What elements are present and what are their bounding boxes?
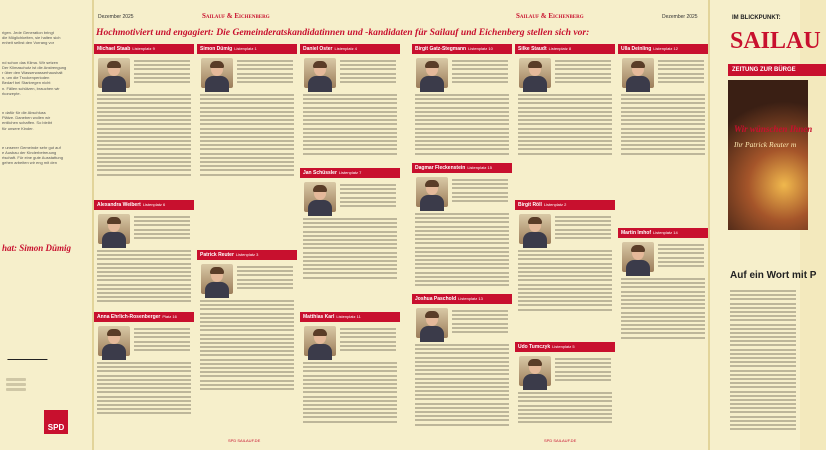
candidate-photo bbox=[622, 242, 654, 272]
candidate-card bbox=[412, 44, 512, 164]
candidate-bio-text bbox=[134, 60, 190, 85]
candidate-list-position: Platz 16 bbox=[162, 314, 177, 319]
candidate-statement-text bbox=[415, 213, 509, 288]
candidate-list-position: Listenplatz 9 bbox=[132, 46, 155, 51]
candidate-bio-text bbox=[555, 216, 611, 241]
candidate-card bbox=[300, 168, 400, 288]
candidate-bio-text bbox=[658, 244, 704, 269]
candidate-name: Joshua Paschold bbox=[415, 296, 457, 302]
date-right: Dezember 2025 bbox=[662, 14, 698, 20]
main-page bbox=[94, 0, 708, 450]
candidate-photo bbox=[622, 58, 654, 88]
candidate-card bbox=[412, 294, 512, 434]
candidate-card bbox=[515, 200, 615, 320]
candidate-card bbox=[94, 200, 194, 310]
section-heading: Auf ein Wort mit P bbox=[730, 270, 817, 281]
candidate-nameplate bbox=[94, 312, 194, 322]
candidate-name: Simon Dümig bbox=[200, 46, 233, 52]
candidate-photo bbox=[304, 326, 336, 356]
candidate-nameplate bbox=[618, 44, 708, 54]
candidate-photo bbox=[304, 58, 336, 88]
candidate-statement-text bbox=[415, 344, 509, 428]
headline: Hochmotiviert und engagiert: Die Gemeinderatskandidatinnen und -kandidaten für Sailauf und Eichenberg stellen sich vor: bbox=[96, 27, 590, 38]
candidate-nameplate bbox=[515, 342, 615, 352]
candidate-nameplate bbox=[300, 44, 400, 54]
candidate-card bbox=[515, 44, 615, 164]
signoff: hat: Simon Dümig bbox=[2, 243, 72, 253]
footer-left: SPD SAILAUF.DE bbox=[228, 438, 261, 443]
candidate-photo bbox=[416, 58, 448, 88]
candidate-photo bbox=[304, 182, 336, 212]
candidate-bio-text bbox=[340, 184, 396, 209]
candidate-nameplate bbox=[515, 44, 615, 54]
candidate-statement-text bbox=[303, 218, 397, 281]
left-text-line: für unsere Kinder. bbox=[2, 125, 34, 131]
candidate-nameplate bbox=[300, 168, 400, 178]
christmas-photo bbox=[728, 80, 808, 230]
candidate-statement-text bbox=[97, 250, 191, 304]
candidate-card bbox=[300, 312, 400, 432]
masthead-title: SAILAU bbox=[730, 28, 821, 54]
candidate-statement-text bbox=[303, 362, 397, 425]
candidate-bio-text bbox=[452, 179, 508, 204]
right-page bbox=[710, 0, 821, 450]
candidate-nameplate bbox=[300, 312, 400, 322]
candidate-statement-text bbox=[621, 94, 705, 157]
candidate-bio-text bbox=[237, 266, 293, 291]
candidate-bio-text bbox=[340, 328, 396, 353]
candidate-nameplate bbox=[94, 200, 194, 210]
candidate-list-position: Listenplatz 8 bbox=[548, 46, 572, 51]
candidate-name: Birgit Röll bbox=[518, 202, 542, 208]
social-icons bbox=[6, 378, 26, 393]
candidate-statement-text bbox=[97, 94, 191, 178]
candidate-nameplate bbox=[197, 250, 297, 260]
candidate-statement-text bbox=[518, 392, 612, 426]
candidate-statement-text bbox=[415, 94, 509, 157]
candidate-name: Anna Ehrlich-Rosenberger bbox=[97, 314, 161, 320]
footer-right: SPD SAILAUF.DE bbox=[544, 438, 577, 443]
left-text-line: n. Fällen schützen, brauchen wir bbox=[2, 85, 60, 91]
candidate-card bbox=[197, 44, 297, 184]
candidate-statement-text bbox=[97, 362, 191, 416]
greeting-line2: Ihr Patrick Reuter m bbox=[734, 140, 797, 149]
candidate-card bbox=[618, 228, 708, 348]
candidate-card bbox=[197, 250, 297, 400]
left-text-line: gehen arbeiten wir eng mit den bbox=[2, 160, 57, 166]
candidate-photo bbox=[98, 214, 130, 244]
candidate-list-position: Listenplatz 7 bbox=[338, 170, 362, 175]
candidate-name: Dagmar Fleckenstein bbox=[415, 165, 466, 171]
left-text-line: n, um die Trockenperioden bbox=[2, 75, 50, 81]
candidate-name: Daniel Oster bbox=[303, 46, 333, 52]
candidate-photo bbox=[519, 214, 551, 244]
brand-left: Sailauf & Eichenberg bbox=[202, 12, 270, 20]
candidate-nameplate bbox=[412, 294, 512, 304]
candidate-nameplate bbox=[515, 200, 615, 210]
candidate-photo bbox=[98, 58, 130, 88]
masthead-banner: ZEITUNG ZUR BÜRGE bbox=[728, 64, 826, 76]
candidate-photo bbox=[519, 356, 551, 386]
candidate-card bbox=[300, 44, 400, 164]
candidate-list-position: Listenplatz 6 bbox=[142, 202, 166, 207]
candidate-bio-text bbox=[555, 358, 611, 383]
candidate-statement-text bbox=[200, 94, 294, 178]
candidate-photo bbox=[416, 177, 448, 207]
left-page-text bbox=[2, 30, 90, 166]
date-left: Dezember 2025 bbox=[98, 14, 134, 20]
candidate-list-position: Listenplatz 2 bbox=[543, 202, 567, 207]
candidate-name: Silke Staudt bbox=[518, 46, 547, 52]
candidate-list-position: Listenplatz 4 bbox=[334, 46, 357, 51]
candidate-name: Ulla Deinling bbox=[621, 46, 652, 52]
right-body-text bbox=[730, 290, 796, 432]
candidate-nameplate bbox=[618, 228, 708, 238]
candidate-statement-text bbox=[303, 94, 397, 157]
candidate-bio-text bbox=[658, 60, 704, 85]
left-text-line: r über den Wasserwasserhaushalt bbox=[2, 70, 63, 76]
candidate-name: Alexandra Weibert bbox=[97, 202, 141, 208]
candidate-nameplate bbox=[412, 44, 512, 54]
candidate-name: Patrick Reuter bbox=[200, 252, 234, 258]
left-text-line: n dafür für die Abschluss bbox=[2, 110, 46, 116]
candidate-list-position: Listenplatz 13 bbox=[458, 296, 483, 301]
candidate-name: Michael Staab bbox=[97, 46, 131, 52]
candidate-photo bbox=[201, 58, 233, 88]
candidate-card bbox=[412, 163, 512, 293]
candidate-nameplate bbox=[197, 44, 297, 54]
candidate-nameplate bbox=[94, 44, 194, 54]
candidate-statement-text bbox=[518, 94, 612, 157]
left-text-line: e unserer Gemeinde sehr gut auf bbox=[2, 144, 61, 150]
left-text-line: rigen. Jede Generation bringt bbox=[2, 30, 54, 35]
candidate-name: Birgit Gatz-Stegmann bbox=[415, 46, 467, 52]
left-text-line: Plätze. Daneben wollen wir bbox=[2, 115, 51, 121]
candidate-statement-text bbox=[200, 300, 294, 392]
candidate-list-position: Listenplatz 1 bbox=[234, 46, 257, 51]
candidate-list-position: Listenplatz 14 bbox=[653, 230, 678, 235]
candidate-list-position: Listenplatz 11 bbox=[336, 314, 361, 319]
candidate-list-position: Listenplatz 12 bbox=[653, 46, 678, 51]
candidate-list-position: Listenplatz 10 bbox=[468, 46, 493, 51]
candidate-list-position: Listenplatz 3 bbox=[235, 252, 259, 257]
left-text-line: rkonzepte. bbox=[2, 90, 21, 96]
candidate-bio-text bbox=[452, 60, 508, 85]
left-text-line: Bedarf bei Starkregen nicht bbox=[2, 80, 51, 86]
candidate-bio-text bbox=[237, 60, 293, 85]
candidate-name: Jan Schüssler bbox=[303, 170, 337, 176]
candidate-bio-text bbox=[340, 60, 396, 85]
candidate-bio-text bbox=[134, 328, 190, 353]
candidate-bio-text bbox=[555, 60, 611, 85]
left-text-line: e Ausbau der Kinderbetreuung bbox=[2, 150, 57, 156]
kicker: IM BLICKPUNKT: bbox=[732, 15, 781, 21]
candidate-bio-text bbox=[452, 310, 508, 335]
candidate-photo bbox=[519, 58, 551, 88]
left-page bbox=[0, 0, 92, 450]
signature bbox=[7, 345, 52, 360]
candidate-photo bbox=[98, 326, 130, 356]
spd-logo: SPD bbox=[44, 410, 68, 434]
candidate-photo bbox=[416, 308, 448, 338]
left-text-line: rtschaft. Für eine gute Ausstattung bbox=[2, 155, 63, 161]
candidate-name: Matthias Karl bbox=[303, 314, 335, 320]
candidate-statement-text bbox=[621, 278, 705, 341]
greeting-line1: Wir wünschen Ihnen bbox=[734, 124, 813, 134]
candidate-card bbox=[618, 44, 708, 164]
candidate-statement-text bbox=[518, 250, 612, 313]
candidate-name: Martin Imhof bbox=[621, 230, 651, 236]
candidate-card bbox=[515, 342, 615, 432]
left-text-line: nd schon das Klima. Wir setzen bbox=[2, 59, 59, 65]
candidate-card bbox=[94, 312, 194, 422]
candidate-list-position: Listenplatz 15 bbox=[467, 165, 492, 170]
left-text-line: entlichen schaffen. So bleibt bbox=[2, 120, 52, 126]
candidate-name: Udo Tumczyk bbox=[518, 344, 551, 350]
brand-right: Sailauf & Eichenberg bbox=[516, 12, 584, 20]
candidate-photo bbox=[201, 264, 233, 294]
candidate-nameplate bbox=[412, 163, 512, 173]
candidate-list-position: Listenplatz 5 bbox=[552, 344, 575, 349]
candidate-bio-text bbox=[134, 216, 190, 241]
left-text-line: die Möglichkeiten, sie halten sich bbox=[2, 35, 61, 41]
left-text-line: Der Klimaschutz ist die Anstrengung bbox=[2, 64, 67, 70]
left-text-line: enheit selbst den Vorrang vor bbox=[2, 40, 55, 46]
candidate-card bbox=[94, 44, 194, 184]
